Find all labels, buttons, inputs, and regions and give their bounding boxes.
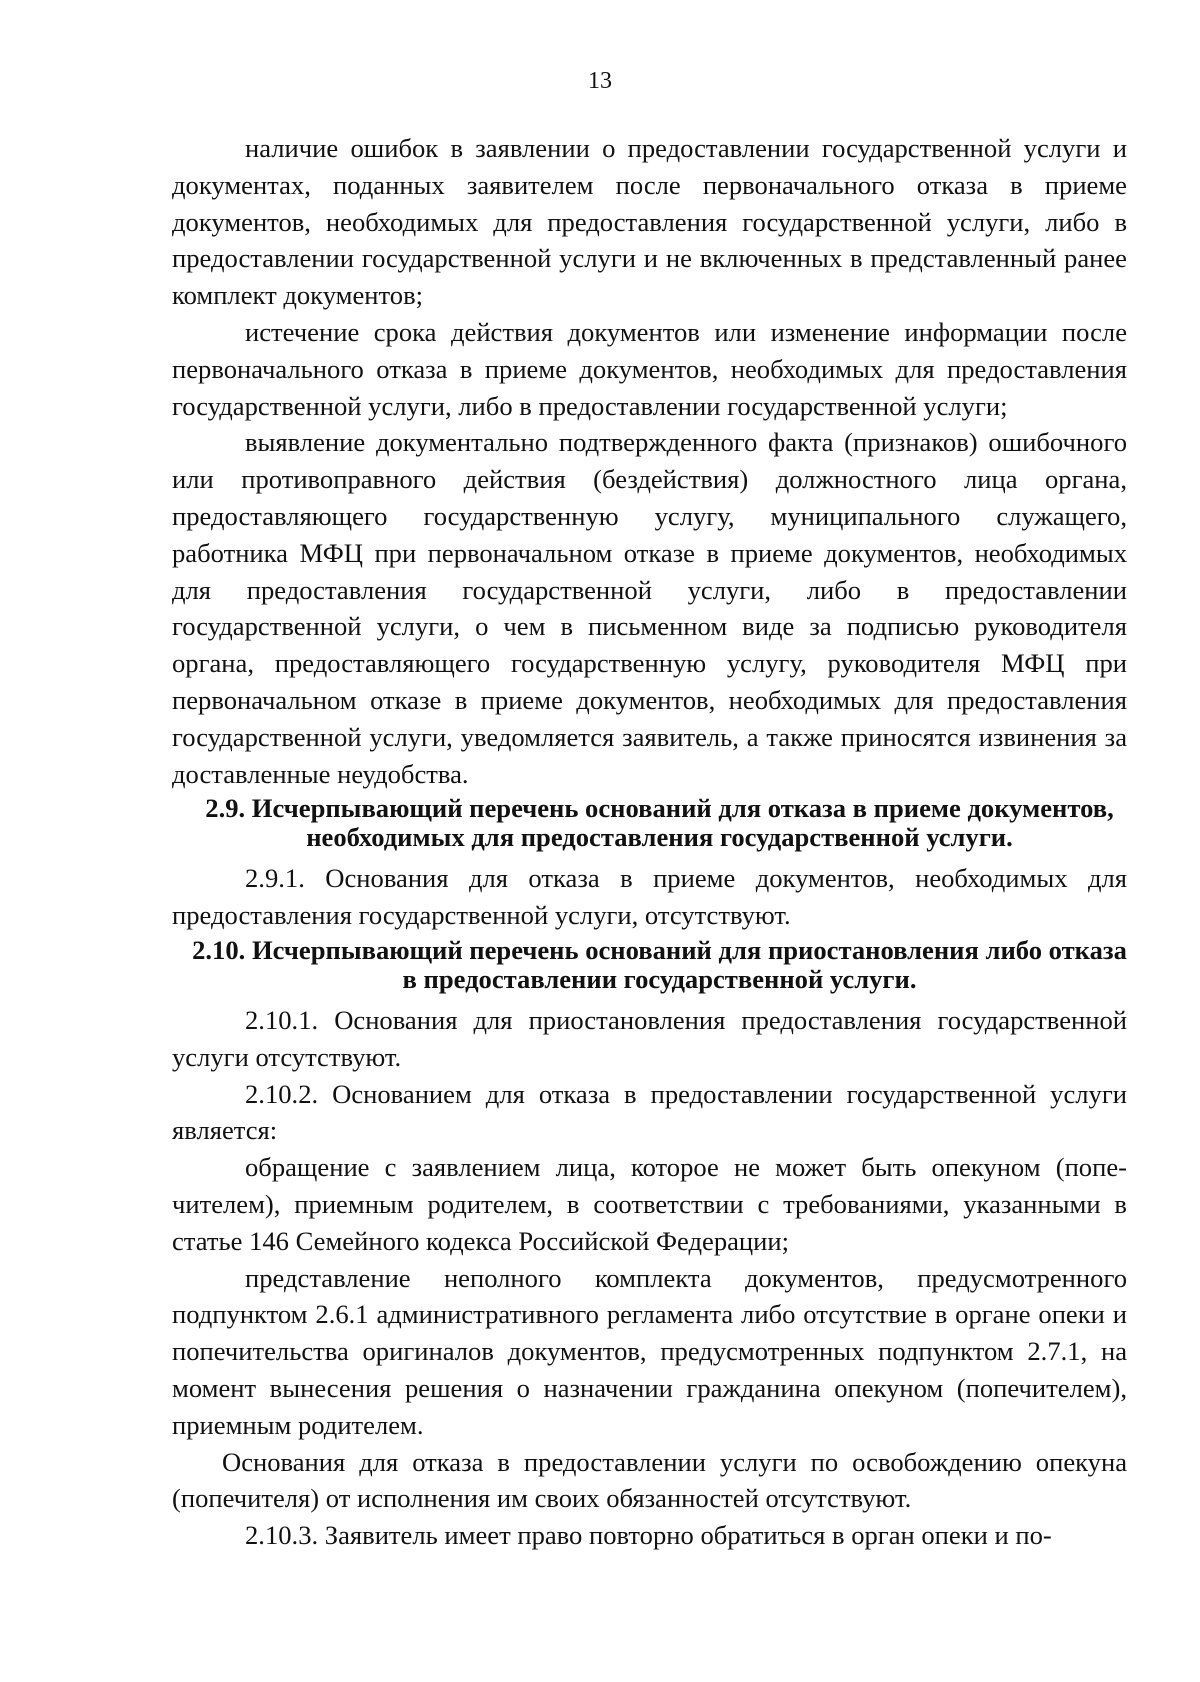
section-heading-2-9: 2.9. Исчерпывающий перечень оснований для отказа в приеме документов, необходимых для предоставления государственной услуги. [205, 793, 1114, 853]
paragraph-2-10-3: 2.10.3. Заявитель имеет право повторно обратиться в орган опеки и по- [245, 1520, 1052, 1551]
paragraph-document-expiry: истечение срока действия документов или изменение информации после первоначального отказа в приеме документов, необходимых для предоставления государственной услуги, либо в предоставлении государственной услуги; [172, 316, 1127, 421]
paragraph-erroneous-action: выявление документально подтвержденного факта (признаков) ошибочного или противоправного действия (бездействия) должностного лица органа, предоставляющего государственную услугу, муниципального служащего, работника МФЦ при первоначальном отказе в приеме документов, необходимых для предоставления государственной услуги, либо в предоставлении государственной услуги, о чем в письменном виде за подписью руководителя органа, предоставляющего государственную услугу, руководителя МФЦ при первоначальном отказе в приеме документов, необходимых для предоставления государственной услуги, уведомляется заявитель, а также приносятся извинения за доставленные неудобства. [172, 427, 1127, 789]
section-heading-2-10: 2.10. Исчерпывающий перечень оснований для приостановления либо отказа в предоставлении государственной услуги. [192, 934, 1127, 994]
page-content [172, 130, 1127, 1554]
paragraph-2-9-1: 2.9.1. Основания для отказа в приеме документов, необходимых для предоставления государственной услуги, отсутствуют. [172, 863, 1127, 931]
paragraph-errors-in-application: наличие ошибок в заявлении о предоставлении государственной услуги и документах, поданных заявителем после первоначального отказа в приеме документов, необходимых для предоставления государственной услуги, либо в предоставлении государственной услуги и не включенных в представленный ранее комплект документов; [172, 133, 1127, 311]
page-number: 13 [588, 68, 612, 94]
paragraph-release-grounds: Основания для отказа в предоставлении услуги по освобождению опекуна (попечителя) от исполнения им своих обязанностей отсутствуют. [172, 1446, 1127, 1514]
paragraph-2-10-1: 2.10.1. Основания для приостановления предоставления государственной услуги отсутствуют. [172, 1004, 1127, 1072]
paragraph-2-10-2: 2.10.2. Основанием для отказа в предоставлении государственной услуги является: [172, 1078, 1127, 1146]
paragraph-guardian-requirements: обращение с заявлением лица, которое не может быть опекуном (попечителем), приемным родителем, в соответствии с требованиями, указанными в статье 146 Семейного кодекса Российской Федерации; [172, 1152, 1127, 1256]
paragraph-incomplete-documents: представление неполного комплекта документов, предусмотренного подпунктом 2.6.1 административного регламента либо отсутствие в органе опеки и попечительства оригиналов документов, предусмотренных подпунктом 2.7.1, на момент вынесения решения о назначении гражданина опекуном (попечителем), приемным родителем. [172, 1262, 1127, 1440]
